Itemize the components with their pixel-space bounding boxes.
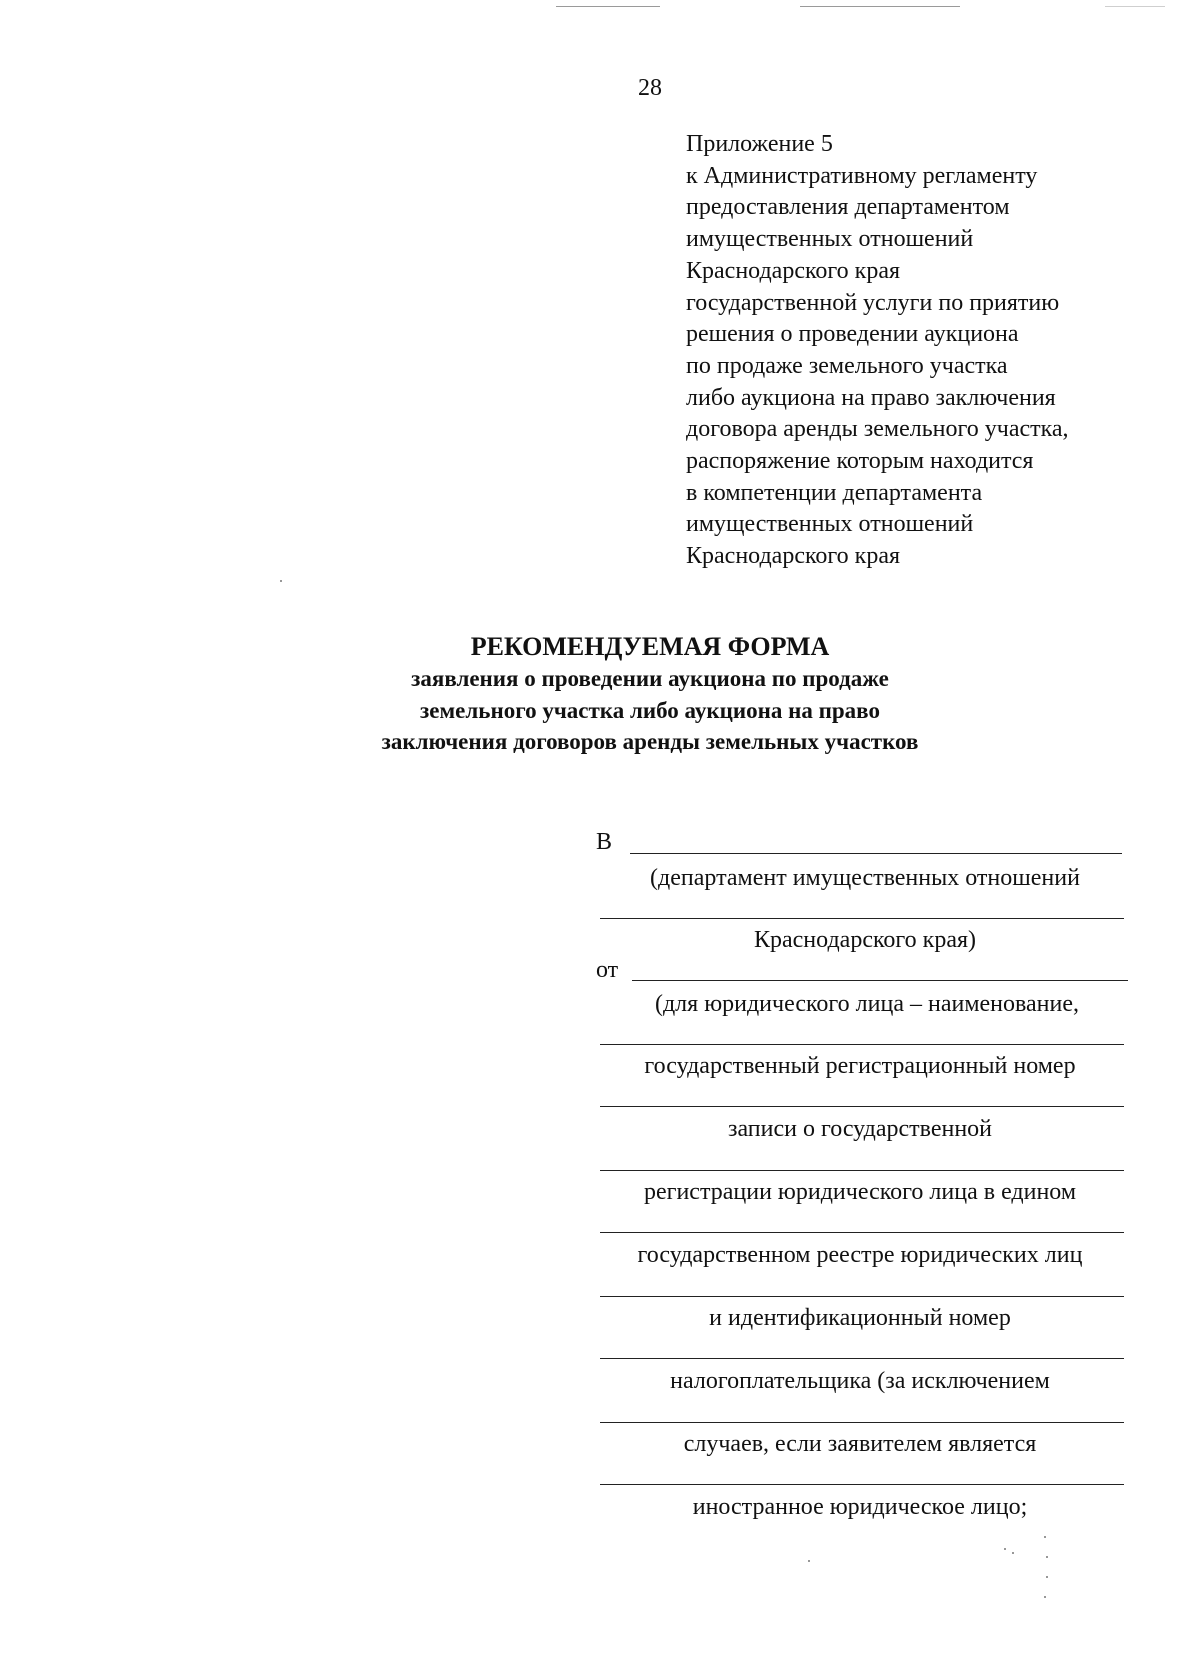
scan-artifact-line xyxy=(1105,6,1165,7)
from-caption: случаев, если заявителем является xyxy=(683,1431,1037,1457)
from-caption: государственный регистрационный номер xyxy=(644,1053,1076,1079)
from-fill-line xyxy=(600,1296,1124,1297)
appendix-line: имущественных отношений xyxy=(686,511,974,538)
appendix-line: Краснодарского края xyxy=(686,257,901,284)
to-prefix: В xyxy=(596,829,613,855)
from-caption: и идентификационный номер xyxy=(709,1305,1011,1331)
appendix-line: к Административному регламенту xyxy=(686,162,1038,189)
appendix-line: по продаже земельного участка xyxy=(686,352,1008,379)
scan-speck xyxy=(1044,1596,1046,1598)
to-fill-line xyxy=(630,853,1122,854)
appendix-line: решения о проведении аукциона xyxy=(686,321,1019,348)
page-number: 28 xyxy=(638,75,662,101)
appendix-line: договора аренды земельного участка, xyxy=(686,416,1069,443)
from-caption: иностранное юридическое лицо; xyxy=(692,1494,1028,1520)
scan-speck xyxy=(1046,1576,1048,1578)
appendix-line: государственной услуги по приятию xyxy=(686,289,1060,316)
to-caption: Краснодарского края) xyxy=(753,927,976,953)
from-fill-line xyxy=(600,1484,1124,1485)
from-fill-line xyxy=(600,1358,1124,1359)
from-caption: налогоплательщика (за исключением xyxy=(670,1368,1050,1394)
scan-speck xyxy=(1004,1548,1006,1550)
scan-artifact-line xyxy=(556,6,660,7)
from-fill-line xyxy=(600,1106,1124,1107)
appendix-header xyxy=(686,129,1166,573)
appendix-line: Приложение 5 xyxy=(686,131,833,157)
scan-speck xyxy=(1012,1552,1014,1554)
from-caption: записи о государственной xyxy=(727,1116,993,1142)
from-fill-line xyxy=(632,980,1128,981)
appendix-line: либо аукциона на право заключения xyxy=(686,384,1056,411)
appendix-line: распоряжение которым находится xyxy=(686,448,1034,475)
appendix-line: имущественных отношений xyxy=(686,226,974,253)
scan-speck xyxy=(1044,1536,1046,1538)
from-fill-line xyxy=(600,1422,1124,1423)
from-caption: регистрации юридического лица в едином xyxy=(643,1179,1077,1205)
appendix-line: Краснодарского края xyxy=(686,543,901,570)
from-caption: (для юридического лица – наименование, xyxy=(654,991,1080,1017)
from-fill-line xyxy=(600,1170,1124,1171)
appendix-line: предоставления департаментом xyxy=(686,194,1010,221)
to-fill-line xyxy=(600,918,1124,919)
form-heading: РЕКОМЕНДУЕМАЯ ФОРМА xyxy=(470,632,830,661)
from-fill-line xyxy=(600,1044,1124,1045)
form-title xyxy=(300,630,1000,758)
scan-artifact-line xyxy=(800,6,960,7)
to-caption: (департамент имущественных отношений xyxy=(650,865,1080,891)
form-subtitle-line: заявления о проведении аукциона по продаже xyxy=(411,666,889,691)
from-prefix: от xyxy=(596,957,619,983)
scan-speck xyxy=(1046,1556,1048,1558)
form-subtitle-line: земельного участка либо аукциона на право xyxy=(420,697,880,723)
from-fill-line xyxy=(600,1232,1124,1233)
appendix-line: в компетенции департамента xyxy=(686,479,983,506)
scan-speck xyxy=(280,580,282,582)
form-subtitle-line: заключения договоров аренды земельных участков xyxy=(381,729,919,754)
scan-speck xyxy=(808,1560,810,1562)
from-caption: государственном реестре юридических лиц xyxy=(637,1242,1083,1268)
